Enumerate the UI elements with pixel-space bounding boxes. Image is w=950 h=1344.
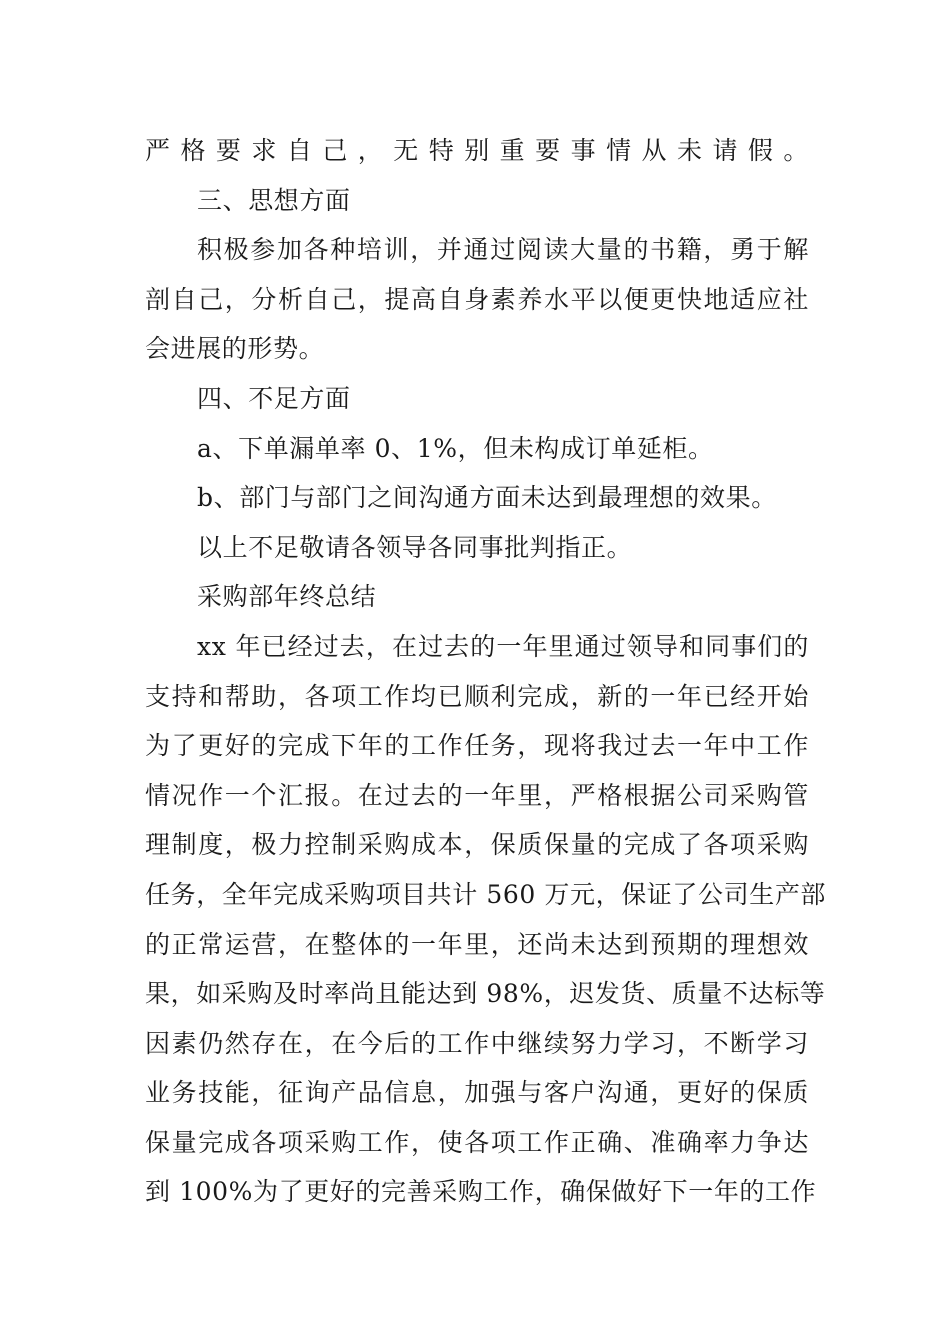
document-body	[145, 126, 827, 1217]
text-line: 为了更好的完成下年的工作任务，现将我过去一年中工作	[145, 731, 809, 761]
text-line: 支持和帮助，各项工作均已顺利完成，新的一年已经开始	[145, 681, 809, 711]
text-line: 积极参加各种培训，并通过阅读大量的书籍，勇于解	[197, 235, 809, 265]
text-line: 因素仍然存在，在今后的工作中继续努力学习，不断学习	[145, 1028, 809, 1058]
section-title: 采购部年终总结	[197, 582, 377, 612]
section-heading: 四、不足方面	[197, 383, 351, 413]
text-line: 任务，全年完成采购项目共计 560 万元，保证了公司生产部	[145, 879, 827, 909]
text-line: 到 100%为了更好的完善采购工作，确保做好下一年的工作	[145, 1177, 817, 1207]
text-line: 保量完成各项采购工作，使各项工作正确、准确率力争达	[145, 1127, 809, 1157]
text-line: xx 年已经过去，在过去的一年里通过领导和同事们的	[197, 631, 809, 661]
text-line: 业务技能，征询产品信息，加强与客户沟通，更好的保质	[145, 1078, 809, 1108]
list-item: a、下单漏单率 0、1%，但未构成订单延柜。	[197, 433, 714, 463]
text-line: 的正常运营，在整体的一年里，还尚未达到预期的理想效	[145, 929, 809, 959]
text-line: 情况作一个汇报。在过去的一年里，严格根据公司采购管	[145, 780, 809, 810]
text-line: 严格要求自己，无特别重要事情从未请假。	[145, 136, 809, 165]
text-line: 会进展的形势。	[145, 334, 325, 364]
text-line: 果，如采购及时率尚且能达到 98%，迟发货、质量不达标等	[145, 979, 826, 1009]
section-heading: 三、思想方面	[197, 185, 351, 215]
list-item: b、部门与部门之间沟通方面未达到最理想的效果。	[197, 483, 777, 513]
text-line: 剖自己，分析自己，提高自身素养水平以便更快地适应社	[145, 284, 809, 314]
text-line: 理制度，极力控制采购成本，保质保量的完成了各项采购	[145, 830, 809, 860]
text-line: 以上不足敬请各领导各同事批判指正。	[197, 532, 633, 562]
